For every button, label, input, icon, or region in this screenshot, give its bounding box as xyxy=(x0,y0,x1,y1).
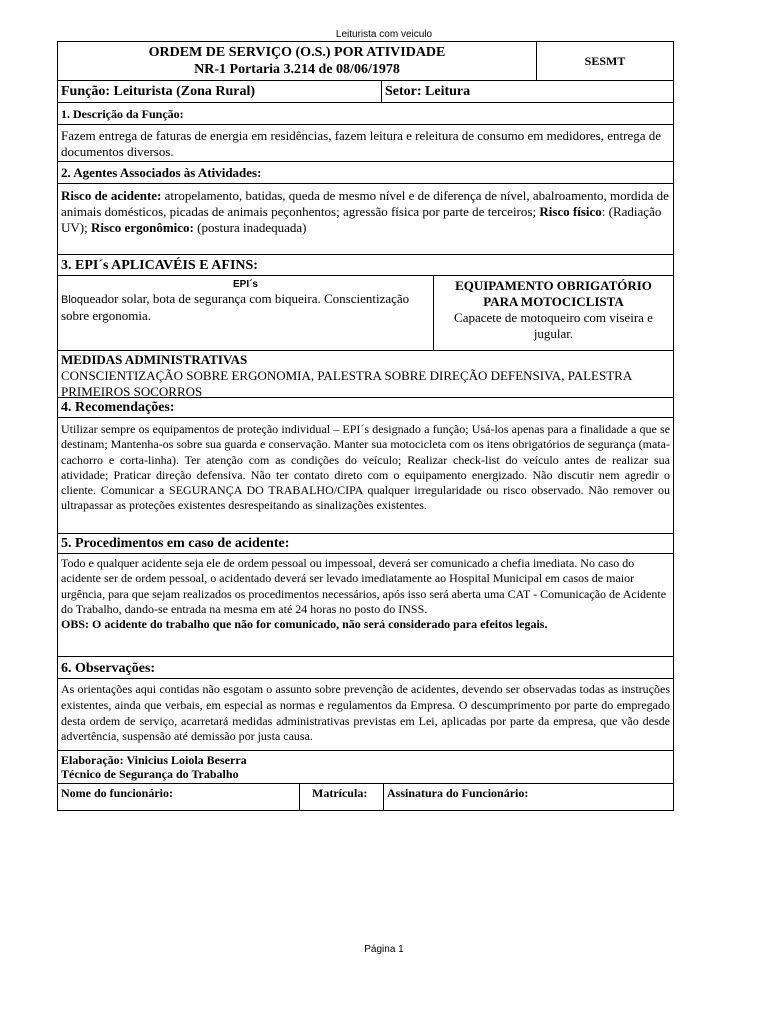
section-3-content xyxy=(57,276,674,351)
section-4-heading: 4. Recomendações: xyxy=(57,398,674,418)
signature-row xyxy=(57,784,674,811)
motociclista-text: Capacete de motoqueiro com viseira e jugular. xyxy=(454,310,653,341)
setor-label: Setor: Leitura xyxy=(385,84,471,99)
service-order-form xyxy=(57,41,674,811)
section-3-heading: 3. EPI´s APLICAVÉIS E AFINS: xyxy=(57,255,674,276)
motociclista-cell xyxy=(434,276,673,350)
epi-text xyxy=(61,291,430,324)
title-row xyxy=(57,41,674,81)
epi-label: EPI´s xyxy=(232,279,258,290)
medidas-administrativas xyxy=(57,351,674,398)
risco-ergonomico-label: Risco ergonômico: xyxy=(90,220,194,235)
section-6-text: As orientações aqui contidas não esgotam o assunto sobre prevenção de acidentes, devendo ser observadas todas as instruções existentes, ainda que verbais, em especial as normas e regulamentos da Empresa. O descumprimento por parte do empregado desta ordem de serviço, acarretará medidas administrativas previstas em Lei, aplicadas por parte da empresa, que vão desde advertência, suspensão até demissão por justa causa. xyxy=(57,679,674,751)
sesmt-badge: SESMT xyxy=(584,54,626,68)
elaboracao xyxy=(57,751,674,784)
assinatura-field[interactable]: Assinatura do Funcionário: xyxy=(387,786,529,800)
epi-description: ueador solar, bota de segurança com biqueira. Conscientização sobre ergonomia. xyxy=(61,291,410,323)
title-line-1: ORDEM DE SERVIÇO (O.S.) POR ATIVIDADE xyxy=(148,45,446,60)
section-2-text xyxy=(57,184,674,255)
nome-funcionario-field[interactable]: Nome do funcionário: xyxy=(58,784,300,810)
section-5-body: Todo e qualquer acidente seja ele de ordem pessoal ou impessoal, deverá ser comunicado a chefia imediata. No caso do acidente ser de ordem pessoal, o acidentado deverá ser levado imediatamente ao Hospital Municipal em casos de maior urgência, para que sejam realizados os procedimentos necessários, após isso será aberta uma CAT - Comunicação de Acidente do Trabalho, dando-se entrada na mesma em até 24 horas no posto do INSS. xyxy=(61,556,667,616)
title-line-2: NR-1 Portaria 3.214 de 08/06/1978 xyxy=(194,62,400,77)
section-1-text: Fazem entrega de faturas de energia em residências, fazem leitura e releitura de consumo em medidores, entrega de documentos diversos. xyxy=(57,125,674,162)
medidas-text: CONSCIENTIZAÇÃO SOBRE ERGONOMIA, PALESTRA SOBRE DIREÇÃO DEFENSIVA, PALESTRA PRIMEIROS SOCORROS xyxy=(61,368,632,399)
epi-cell xyxy=(58,276,434,350)
epi-prefix: Bloq xyxy=(61,294,84,306)
risco-fisico-label: Risco físico xyxy=(539,204,602,219)
elaboracao-author: Elaboração: Vinicius Loiola Beserra xyxy=(61,753,247,767)
risco-acidente-label: Risco de acidente: xyxy=(61,188,162,203)
motociclista-title: EQUIPAMENTO OBRIGATÓRIO PARA MOTOCICLISTA xyxy=(455,278,652,309)
risco-acidente-text: atropelamento, batidas, queda de mesmo nível e de diferença de nível, abalroamento, mordida de animais domésticos, picadas de animais peçonhentos; agressão física por parte de terceiros; xyxy=(61,188,669,219)
page-header: Leiturista com veiculo xyxy=(335,29,433,40)
section-1-heading: 1. Descrição da Função: xyxy=(57,103,674,125)
matricula-field[interactable]: Matrícula: xyxy=(300,784,384,810)
funcao-setor-row xyxy=(57,81,674,103)
section-5-obs: OBS: O acidente do trabalho que não for comunicado, não será considerado para efeitos legais. xyxy=(61,617,548,632)
section-5-heading: 5. Procedimentos em caso de acidente: xyxy=(57,534,674,554)
document-title xyxy=(58,42,537,80)
section-4-text: Utilizar sempre os equipamentos de proteção individual – EPI´s designado a função; Usá-los apenas para a finalidade a que se destinam; Mantenha-os sobre sua guarda e conservação. Manter sua motocicleta com os itens obrigatórios de segurança (mata-cachorro e corta-linha). Ter atenção com as condições do veículo; Realizar check-list do veículo antes de realizar sua atividade; Praticar direção defensiva. Não ter contato direto com o equipamento energizado. Não discutir nem agredir o cliente. Comunicar a SEGURANÇA DO TRABALHO/CIPA qualquer irregularidade ou risco observado. Não remover ou ultrapassar as proteções existentes desrespeitando as sinalizações existentes. xyxy=(57,418,674,534)
elaboracao-role: Técnico de Segurança do Trabalho xyxy=(61,767,239,781)
section-2-heading: 2. Agentes Associados às Atividades: xyxy=(57,162,674,184)
risco-ergonomico-text: (postura inadequada) xyxy=(193,220,307,235)
medidas-heading: MEDIDAS ADMINISTRATIVAS xyxy=(61,352,248,367)
section-5-text xyxy=(57,554,674,657)
section-6-heading: 6. Observações: xyxy=(57,657,674,679)
risco-fisico-text: : (Radiação UV); xyxy=(61,204,662,235)
page-footer: Página 1 xyxy=(364,944,404,955)
funcao-label: Função: Leiturista (Zona Rural) xyxy=(58,81,382,102)
